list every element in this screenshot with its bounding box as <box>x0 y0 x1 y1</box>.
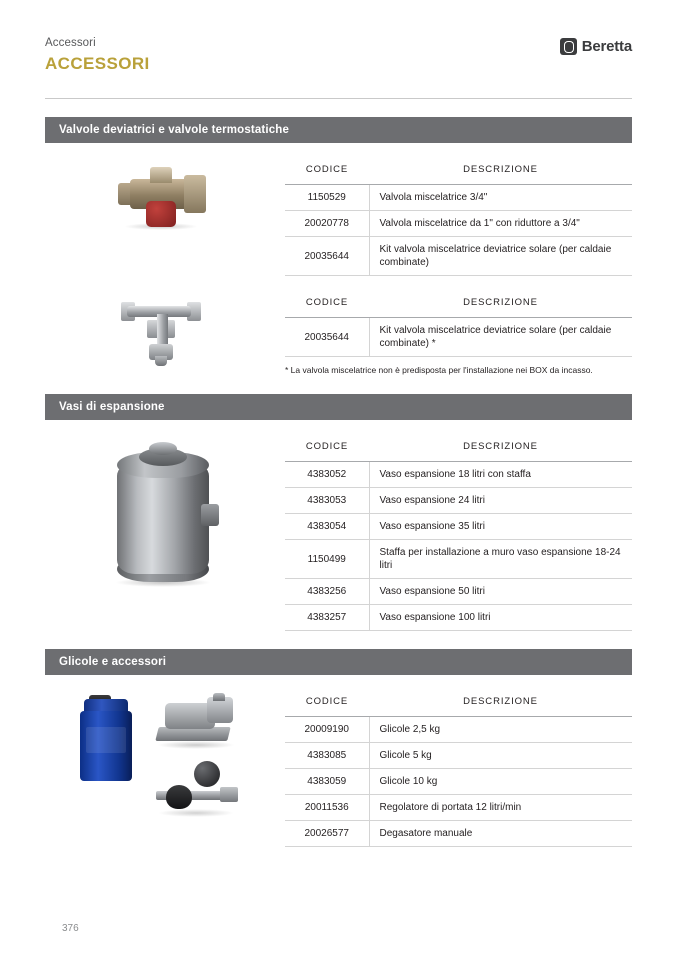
cell-code: 20035644 <box>285 237 369 276</box>
header-titles <box>45 36 150 75</box>
product-block-mixing-valve <box>45 157 632 276</box>
cell-description: Staffa per installazione a muro vaso espansione 18-24 litri <box>369 540 632 579</box>
product-block-expansion-vessel <box>45 434 632 631</box>
product-table-cell <box>285 157 632 276</box>
table-header-row <box>285 292 632 318</box>
page-header <box>45 0 632 75</box>
cell-code: 20011536 <box>285 795 369 821</box>
table-row <box>285 717 632 743</box>
column-header-codice: CODICE <box>285 292 369 318</box>
table-row <box>285 211 632 237</box>
chrome-valve-group-image <box>117 294 213 368</box>
product-image-cell <box>45 434 285 594</box>
product-image-cell <box>45 689 285 825</box>
cell-code: 4383054 <box>285 514 369 540</box>
table-row <box>285 769 632 795</box>
table-header-row <box>285 691 632 717</box>
table-row <box>285 540 632 579</box>
cell-description: Vaso espansione 18 litri con staffa <box>369 462 632 488</box>
table-row <box>285 462 632 488</box>
cell-description: Vaso espansione 100 litri <box>369 605 632 631</box>
column-header-descrizione: DESCRIZIONE <box>369 691 632 717</box>
cell-code: 1150529 <box>285 185 369 211</box>
table-row <box>285 488 632 514</box>
table-row <box>285 579 632 605</box>
table-footnote: * La valvola miscelatrice non è predisposta per l'installazione nei BOX da incasso. <box>285 365 593 375</box>
product-table-cell <box>285 689 632 847</box>
cell-description: Glicole 2,5 kg <box>369 717 632 743</box>
cell-code: 4383256 <box>285 579 369 605</box>
table-row <box>285 605 632 631</box>
page-number: 376 <box>62 923 79 934</box>
section-title-vasi: Vasi di espansione <box>45 394 632 420</box>
table-header-row <box>285 159 632 185</box>
glycol-accessories-image <box>76 693 254 825</box>
glycol-can-image <box>76 693 138 785</box>
cell-code: 4383257 <box>285 605 369 631</box>
cell-code: 20009190 <box>285 717 369 743</box>
column-header-codice: CODICE <box>285 159 369 185</box>
manual-degasser-image <box>144 755 254 825</box>
beretta-mark-icon <box>560 38 577 55</box>
product-block-glycol <box>45 689 632 847</box>
cell-description: Valvola miscelatrice 3/4" <box>369 185 632 211</box>
expansion-vessel-image <box>105 438 225 594</box>
product-table-cell <box>285 434 632 631</box>
brand-name: Beretta <box>581 38 632 55</box>
table-row <box>285 743 632 769</box>
table-row <box>285 185 632 211</box>
column-header-codice: CODICE <box>285 436 369 462</box>
table-row <box>285 821 632 847</box>
cell-code: 4383053 <box>285 488 369 514</box>
table-row <box>285 237 632 276</box>
product-block-chrome-valve <box>45 290 632 376</box>
cell-code: 4383059 <box>285 769 369 795</box>
cell-code: 4383085 <box>285 743 369 769</box>
product-image-cell <box>45 290 285 368</box>
column-header-codice: CODICE <box>285 691 369 717</box>
codes-table-glicole <box>285 691 632 847</box>
page-title: ACCESSORI <box>45 54 150 73</box>
cell-code: 4383052 <box>285 462 369 488</box>
column-header-descrizione: DESCRIZIONE <box>369 436 632 462</box>
table-header-row <box>285 436 632 462</box>
cell-code: 20020778 <box>285 211 369 237</box>
product-image-cell <box>45 157 285 233</box>
cell-description: Kit valvola miscelatrice deviatrice solare (per caldaie combinate) <box>369 237 632 276</box>
section-title-valvole: Valvole deviatrici e valvole termostatiche <box>45 117 632 143</box>
codes-table-valvole-2 <box>285 292 632 357</box>
product-table-cell <box>285 290 632 376</box>
cell-code: 20035644 <box>285 318 369 357</box>
cell-description: Vaso espansione 35 litri <box>369 514 632 540</box>
cell-description: Glicole 10 kg <box>369 769 632 795</box>
cell-description: Vaso espansione 24 litri <box>369 488 632 514</box>
table-row <box>285 795 632 821</box>
cell-description: Regolatore di portata 12 litri/min <box>369 795 632 821</box>
brand-logo <box>560 38 632 55</box>
section-title-glicole: Glicole e accessori <box>45 649 632 675</box>
codes-table-vasi <box>285 436 632 631</box>
table-row <box>285 514 632 540</box>
column-header-descrizione: DESCRIZIONE <box>369 159 632 185</box>
cell-code: 20026577 <box>285 821 369 847</box>
codes-table-valvole-1 <box>285 159 632 276</box>
table-row <box>285 318 632 357</box>
cell-description: Degasatore manuale <box>369 821 632 847</box>
header-divider <box>45 98 632 99</box>
column-header-descrizione: DESCRIZIONE <box>369 292 632 318</box>
flow-regulator-image <box>151 693 247 755</box>
breadcrumb: Accessori <box>45 37 96 49</box>
cell-description: Kit valvola miscelatrice deviatrice solare (per caldaie combinate) * <box>369 318 632 357</box>
brass-mixing-valve-image <box>110 161 220 233</box>
cell-description: Glicole 5 kg <box>369 743 632 769</box>
cell-description: Valvola miscelatrice da 1" con riduttore a 3/4" <box>369 211 632 237</box>
cell-description: Vaso espansione 50 litri <box>369 579 632 605</box>
cell-code: 1150499 <box>285 540 369 579</box>
